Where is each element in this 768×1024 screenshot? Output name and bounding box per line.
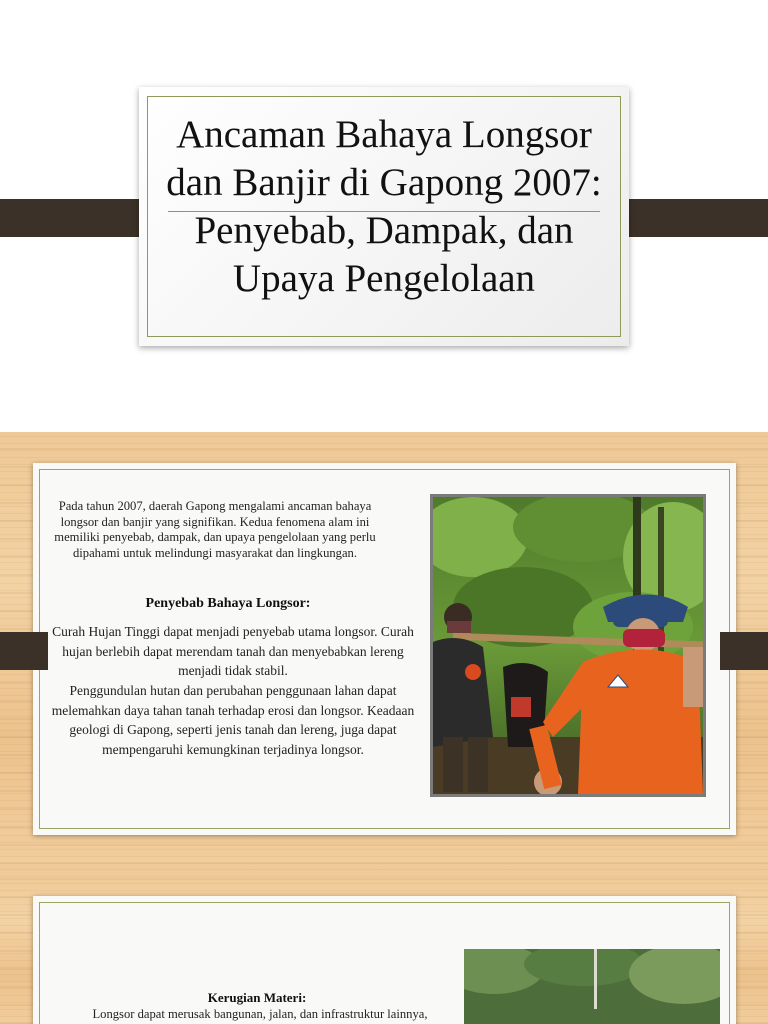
intro-paragraph: Pada tahun 2007, daerah Gapong mengalami ancaman bahaya longsor dan banjir yang signifikan. Kedua fenomena alam ini memiliki penyebab, dampak, dan upaya pengelolaan yang perlu dipahami untuk melindungi masyarakat dan lingkungan.: [54, 499, 376, 560]
title-slide: [0, 0, 768, 432]
title-card: [139, 87, 629, 346]
slide-title: [129, 111, 639, 303]
rescue-team-image: [433, 497, 703, 794]
cause-deforestation-paragraph: Penggundulan hutan dan perubahan penggunaan lahan dapat melemahkan daya tahan tanah terhadap erosi dan longsor. Keadaan geologi di Gapong, seperti jenis tanah dan lereng, juga dapat mempengaruhi kemungkinan terjadinya longsor.: [51, 683, 415, 757]
content-card: [33, 463, 736, 835]
section-heading: Penyebab Bahaya Longsor:: [145, 596, 311, 611]
title-line: Ancaman Bahaya Longsor: [176, 113, 592, 156]
landslide-photo: [464, 949, 720, 1024]
title-line: dan Banjir di Gapong 2007:: [166, 160, 602, 204]
right-accent-bar: [720, 632, 768, 670]
cause-rainfall-paragraph: Curah Hujan Tinggi dapat menjadi penyebab utama longsor. Curah hujan berlebih dapat merendam tanah dan menyebabkan lereng menjadi tidak stabil.: [52, 624, 414, 678]
causes-slide: [0, 432, 768, 864]
impacts-slide: [0, 864, 768, 1024]
rescue-photo: [430, 494, 706, 797]
material-loss-paragraph: Longsor dapat merusak bangunan, jalan, dan infrastruktur lainnya,: [92, 1007, 428, 1021]
title-line: Upaya Pengelolaan: [232, 256, 536, 300]
left-accent-bar: [0, 632, 48, 670]
section-heading: Kerugian Materi:: [207, 990, 307, 1005]
title-line: Penyebab, Dampak, dan: [194, 208, 574, 252]
landslide-image: [464, 949, 720, 1024]
content-card: [33, 896, 736, 1024]
